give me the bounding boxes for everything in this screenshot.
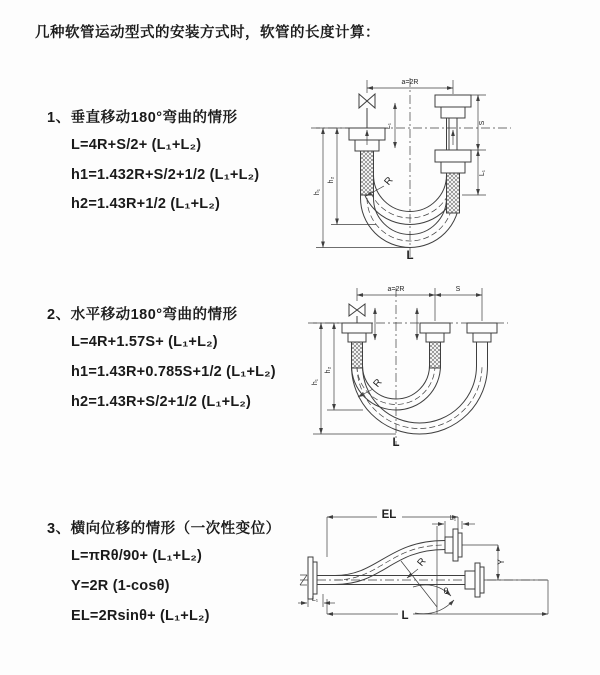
- hose-curved: [335, 541, 445, 576]
- braided-hose-right: [447, 173, 460, 213]
- section-1-formula-L: L=4R+S/2+ (L₁+L₂): [71, 137, 202, 153]
- diagram-vertical-180-bend: [306, 70, 598, 262]
- label-l1-left: L₁: [385, 122, 392, 130]
- section-2-heading: 2、水平移动180°弯曲的情形: [47, 307, 238, 323]
- section-1-formula-h2: h2=1.43R+1/2 (L₁+L₂): [71, 196, 221, 212]
- valve-icon: [349, 304, 365, 316]
- theta-arc-lower: [415, 600, 454, 614]
- section-3-formula-L: L=πRθ/90+ (L₁+L₂): [71, 548, 203, 564]
- section-2-formula-h2: h2=1.43R+S/2+1/2 (L₁+L₂): [71, 394, 252, 410]
- section-2-formula-L: L=4R+1.57S+ (L₁+L₂): [71, 334, 218, 350]
- valve-icon: [359, 94, 375, 108]
- label-a2r: a=2R: [387, 286, 405, 293]
- label-r: R: [382, 175, 396, 188]
- label-l1-right: L₁: [479, 169, 486, 177]
- section-1-formula-h1: h1=1.432R+S/2+1/2 (L₁+L₂): [71, 167, 260, 183]
- label-l: L: [392, 437, 400, 449]
- label-s: S: [479, 120, 486, 126]
- section-3-heading: 3、横向位移的情形（一次性变位）: [47, 521, 281, 537]
- section-2-formula-h1: h1=1.43R+0.785S+1/2 (L₁+L₂): [71, 364, 276, 380]
- page-title: 几种软管运动型式的安装方式时，软管的长度计算：: [35, 25, 380, 41]
- label-h2: h₂: [325, 366, 332, 374]
- label-r: R: [371, 377, 385, 390]
- label-h2: h₂: [328, 176, 335, 184]
- diagram-lateral-displacement: [298, 501, 600, 637]
- label-l: L: [406, 250, 414, 262]
- label-l: L: [401, 610, 409, 622]
- label-y: Y: [496, 558, 506, 566]
- label-l1-top: L₁: [449, 515, 457, 522]
- section-1-heading: 1、垂直移动180°弯曲的情形: [47, 110, 238, 126]
- label-h1: h₁: [312, 378, 319, 386]
- section-3-formula-Y: Y=2R (1-cosθ): [71, 578, 170, 594]
- section-3-formula-EL: EL=2Rsinθ+ (L₁+L₂): [71, 608, 210, 624]
- braided-hose-middle: [430, 342, 441, 368]
- braided-hose-left: [361, 151, 374, 195]
- label-a2r: a=2R: [401, 79, 419, 86]
- label-l1-left: L₁: [311, 596, 319, 603]
- label-h1: h₁: [314, 188, 321, 196]
- label-theta: θ: [443, 586, 449, 596]
- braided-hose-left: [352, 342, 363, 368]
- label-s: S: [455, 286, 461, 293]
- label-r: R: [415, 556, 429, 569]
- label-el: EL: [381, 509, 397, 521]
- diagram-horizontal-180-bend: [303, 278, 595, 452]
